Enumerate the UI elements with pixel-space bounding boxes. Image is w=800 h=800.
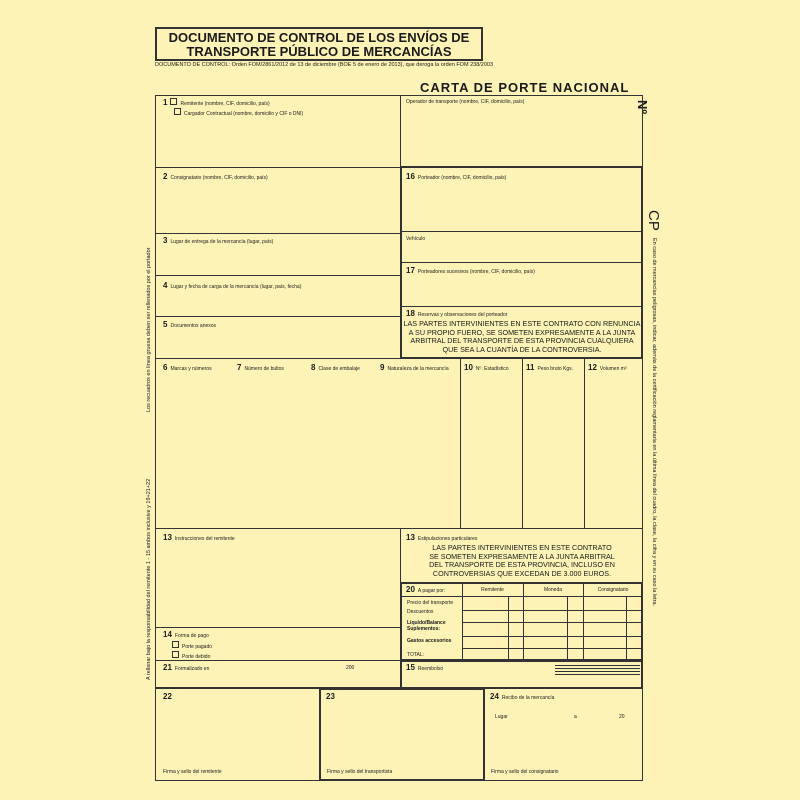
- volume-label: Volumen m³: [599, 366, 627, 372]
- checkbox-remitente[interactable]: [170, 98, 177, 105]
- divider: [462, 622, 643, 623]
- field-8: [311, 363, 360, 372]
- paid-label: Porte pagado: [182, 644, 213, 650]
- carrier-remarks-label: Reservas y observaciones del porteador: [417, 312, 508, 318]
- col-sender: Remitente: [481, 587, 504, 593]
- field-number: 11: [526, 363, 535, 372]
- field-number: 8: [311, 363, 316, 372]
- stipulations-clause: [402, 544, 642, 578]
- cp-label: CP: [645, 210, 662, 231]
- field-9: [380, 363, 449, 372]
- goods-nature-label: Naturaleza de la mercancía: [387, 366, 449, 372]
- row-accessory-costs: Gastos accesorios: [407, 638, 452, 644]
- divider: [400, 306, 643, 307]
- field-13-stipulations: [406, 533, 477, 542]
- clause-line: LAS PARTES INTERVINIENTES EN ESTE CONTRATO: [432, 543, 612, 552]
- checkbox-porte-debido[interactable]: [172, 651, 179, 658]
- row-net-balance: Líquido/Balance: [407, 620, 446, 626]
- sender-responsibility-note: A rellenar bajo la responsabilidad del remitente 1 - 15 ambos inclusive y 19+21+22: [146, 478, 152, 680]
- field-23-number: 23: [326, 692, 335, 701]
- sender-signature-label: Firma y sello del remitente: [163, 769, 222, 775]
- field-7: [237, 363, 284, 372]
- field-12: [588, 363, 627, 372]
- legal-reference: DOCUMENTO DE CONTROL: Orden FOM/2861/2012 de 13 de diciembre (BOE 5 de enero de 2013), que deroga la orden FOM 238/2003: [155, 62, 494, 68]
- statistical-number-label: Nº. Estadístico: [475, 366, 509, 372]
- date-a-label: a: [574, 714, 577, 720]
- divider: [400, 231, 643, 232]
- clause-line: LAS PARTES INTERVINIENTES EN ESTE CONTRATO CON RENUNCIA: [403, 319, 641, 328]
- vehicle-label: Vehículo: [406, 236, 426, 242]
- clause-line: CONTROVERSIAS QUE EXCEDAN DE 3.000 EUROS.: [432, 568, 612, 578]
- divider: [508, 596, 509, 661]
- cargador-label: Cargador Contractual (nombre, domicilio y CIF o DNI): [184, 111, 304, 117]
- signature-box-sender: [155, 688, 320, 781]
- attached-docs-label: Documentos anexos: [170, 323, 217, 329]
- row-discounts: Descuentos: [407, 609, 434, 615]
- number-label: Nº: [635, 100, 650, 115]
- field-number: 21: [163, 663, 172, 672]
- field-number: 16: [406, 172, 415, 181]
- consignee-signature-label: Firma y sello del consignatario: [491, 769, 559, 775]
- divider: [155, 627, 400, 628]
- divider: [155, 528, 643, 529]
- row-supplements: Suplementos:: [407, 626, 441, 632]
- field-24: [490, 692, 554, 701]
- clause-line: A SU PROPIO FUERO, SE SOMETEN EXPRESAMENTE A LA JUNTA: [408, 327, 636, 337]
- option-paid: [172, 641, 212, 650]
- field-10: [464, 363, 509, 372]
- field-number: 5: [163, 320, 168, 329]
- packages-label: Número de bultos: [244, 366, 284, 372]
- packaging-label: Clase de embalaje: [318, 366, 360, 372]
- divider: [460, 358, 461, 528]
- formalized-label: Formalizado en: [174, 666, 210, 672]
- divider: [626, 596, 627, 661]
- field-18: [406, 309, 507, 318]
- field-5: [163, 320, 216, 329]
- title-box: [155, 27, 483, 61]
- field-number: 15: [406, 663, 415, 672]
- vehicle-field: [406, 236, 425, 242]
- field-15: [406, 663, 443, 672]
- operator-label: Operador de transporte (nombre, CIF, domicilio, país): [406, 99, 525, 105]
- loading-place-label: Lugar y fecha de carga de la mercancía (lugar, país, fecha): [170, 284, 302, 290]
- field-4: [163, 281, 301, 290]
- thick-line-note: Los recuadros en línea gruesa deben ser rellenados por el portador: [146, 247, 152, 412]
- option-due: [172, 651, 210, 660]
- field-1: [163, 98, 270, 107]
- due-label: Porte debido: [182, 654, 211, 660]
- divider: [400, 596, 643, 597]
- field-17: [406, 266, 535, 275]
- signature-box-consignee: [484, 688, 643, 781]
- field-1b: [174, 108, 303, 117]
- field-16: [406, 172, 506, 181]
- divider: [155, 316, 400, 317]
- field-number: 6: [163, 363, 168, 372]
- divider: [155, 167, 400, 168]
- field-20: [406, 585, 445, 594]
- payment-method-label: Forma de pago: [174, 633, 209, 639]
- field-number: 2: [163, 172, 168, 181]
- field-number: 13: [163, 533, 172, 542]
- checkbox-porte-pagado[interactable]: [172, 641, 179, 648]
- year-label: 20: [619, 714, 625, 720]
- field-number: 14: [163, 630, 172, 639]
- signature-box-carrier: [319, 688, 485, 781]
- form-heading-line2: TRANSPORTE PÚBLICO DE MERCANCÍAS: [186, 44, 452, 59]
- field-14: [163, 630, 209, 639]
- field-number: 18: [406, 309, 415, 318]
- cash-on-delivery-label: Reembolso: [417, 666, 444, 672]
- field-number: 17: [406, 266, 415, 275]
- gross-weight-label: Peso bruto Kgs.: [537, 366, 574, 372]
- divider: [400, 262, 643, 263]
- row-total: TOTAL:: [407, 652, 425, 658]
- divider: [155, 275, 400, 276]
- divider: [462, 610, 643, 611]
- form-heading-line1: DOCUMENTO DE CONTROL DE LOS ENVÍOS DE: [168, 30, 470, 45]
- payable-by-label: A pagar por:: [417, 588, 446, 594]
- col-currency: Moneda: [543, 587, 563, 593]
- consignee-label: Consignatario (nombre, CIF, domicilio, país): [170, 175, 268, 181]
- field-number: 20: [406, 585, 415, 594]
- field-number: 24: [490, 692, 499, 701]
- field-3: [163, 236, 273, 245]
- field-13-instructions: [163, 533, 235, 542]
- divider: [155, 358, 643, 359]
- field-number: 13: [406, 533, 415, 542]
- field-2: [163, 172, 268, 181]
- field-11: [526, 363, 573, 372]
- clause-line: ARBITRAL DEL TRANSPORTE DE ESTA PROVINCIA CUALQUIERA: [410, 336, 634, 346]
- arbitration-clause: [402, 320, 642, 354]
- col-consignee: Consignatario: [597, 587, 629, 593]
- row-transport-price: Precio del transporte: [407, 600, 454, 606]
- field-number: 4: [163, 281, 168, 290]
- divider: [555, 674, 640, 675]
- remitente-label: Remitente (nombre, CIF, domicilio, país): [180, 101, 270, 107]
- goods-receipt-label: Recibo de la mercancía: [501, 695, 555, 701]
- divider: [462, 636, 643, 637]
- sender-instructions-label: Instrucciones del remitente: [174, 536, 235, 542]
- field-22-number: 22: [163, 692, 172, 701]
- carrier-signature-label: Firma y sello del transportista: [327, 769, 393, 775]
- clause-line: QUE SEA LA CUANTÍA DE LA CONTROVERSIA.: [442, 344, 602, 354]
- field-6: [163, 363, 212, 372]
- field-number: 3: [163, 236, 168, 245]
- field-number: 10: [464, 363, 473, 372]
- clause-line: DEL TRANSPORTE DE ESTA PROVINCIA, INCLUSO EN: [429, 560, 615, 570]
- divider: [462, 648, 643, 649]
- divider: [555, 671, 640, 672]
- form-type-title: CARTA DE PORTE NACIONAL: [420, 80, 630, 95]
- dangerous-goods-note: En caso de mercancías peligrosas, indicar, además de la certificación reglamentaria en la última línea del cuadro, la clase, la cifra y en su caso la letra.: [651, 238, 657, 607]
- carrier-label: Porteador (nombre, CIF, domicilio, país): [417, 175, 507, 181]
- field-21: [163, 663, 209, 672]
- checkbox-cargador[interactable]: [174, 108, 181, 115]
- divider: [522, 358, 523, 528]
- successive-carriers-label: Porteadores sucesivos (nombre, CIF, domicilio, país): [417, 269, 535, 275]
- divider: [155, 233, 400, 234]
- clause-line: SE SOMETEN EXPRESAMENTE A LA JUNTA ARBITRAL: [429, 551, 615, 561]
- divider: [584, 358, 585, 528]
- year-prefix: 200: [346, 665, 355, 671]
- field-number: 1: [163, 98, 168, 107]
- field-number: 7: [237, 363, 242, 372]
- divider: [567, 596, 568, 661]
- marks-label: Marcas y números: [170, 366, 212, 372]
- divider: [555, 665, 640, 666]
- field-number: 12: [588, 363, 597, 372]
- operator-field: [406, 99, 524, 105]
- delivery-place-label: Lugar de entrega de la mercancía (lugar, país): [170, 239, 274, 245]
- field-number: 9: [380, 363, 385, 372]
- divider: [555, 668, 640, 669]
- place-label: Lugar: [495, 714, 508, 720]
- stipulations-label: Estipulaciones particulares: [417, 536, 478, 542]
